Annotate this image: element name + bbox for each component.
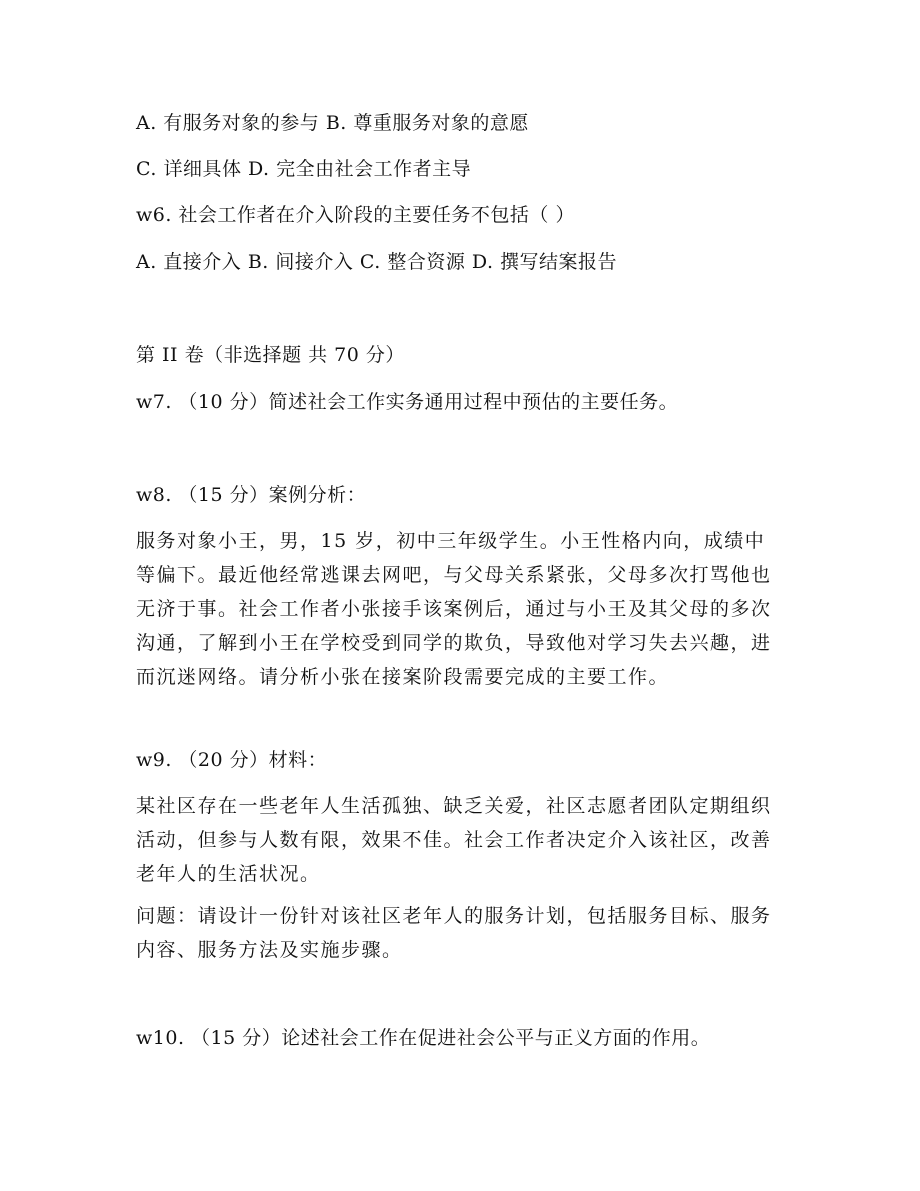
q9-material: 某社区存在一些老年人生活孤独、缺乏关爱，社区志愿者团队定期组织活动，但参与人数有限，效果不佳。社会工作者决定介入该社区，改善老年人的生活状况。 bbox=[136, 795, 772, 885]
q10-text: w10. （15 分）论述社会工作在促进社会公平与正义方面的作用。 bbox=[136, 1027, 711, 1049]
q9-title: w9. （20 分）材料： bbox=[136, 749, 328, 771]
q5-options-line-2: C. 详细具体 D. 完全由社会工作者主导 bbox=[136, 158, 472, 180]
q7-text: w7. （10 分）简述社会工作实务通用过程中预估的主要任务。 bbox=[136, 391, 679, 413]
q5-options-line-1: A. 有服务对象的参与 B. 尊重服务对象的意愿 bbox=[136, 112, 529, 134]
q8-case-body: 服务对象小王，男，15 岁，初中三年级学生。小王性格内向，成绩中等偏下。最近他经常逃课去网吧，与父母关系紧张，父母多次打骂他也无济于事。社会工作者小张接手该案例后，通过与小王及其父母的多次沟通，了解到小王在学校受到同学的欺负，导致他对学习失去兴趣，进而沉迷网络。请分析小张在接案阶段需要完成的主要工作。 bbox=[136, 530, 772, 688]
q8-title: w8. （15 分）案例分析： bbox=[136, 484, 367, 506]
q6-options: A. 直接介入 B. 间接介入 C. 整合资源 D. 撰写结案报告 bbox=[136, 251, 618, 273]
q9-question: 问题：请设计一份针对该社区老年人的服务计划，包括服务目标、服务内容、服务方法及实施步骤。 bbox=[136, 905, 772, 961]
section-2-heading: 第 II 卷（非选择题 共 70 分） bbox=[136, 344, 405, 366]
q6-stem: w6. 社会工作者在介入阶段的主要任务不包括（ ） bbox=[136, 204, 575, 226]
